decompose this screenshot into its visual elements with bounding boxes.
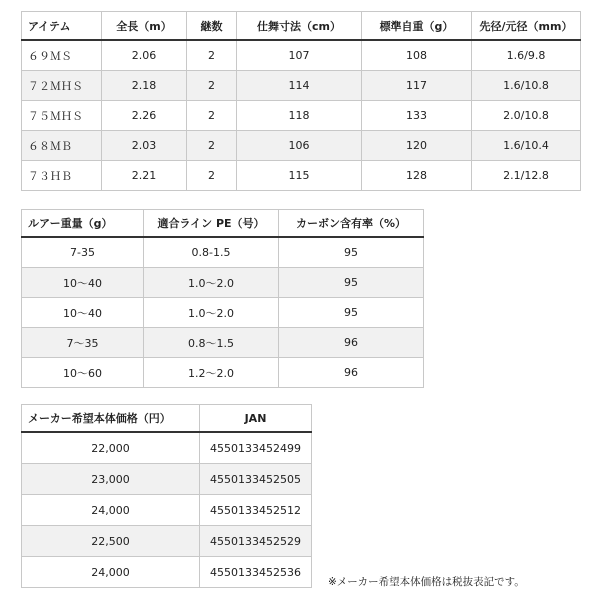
header-length: 全長（m）: [102, 12, 187, 41]
cell-length: 2.18: [102, 71, 187, 101]
cell-pieces: 2: [187, 40, 237, 71]
cell-line-pe: 1.2～2.0: [144, 358, 279, 388]
cell-price: 23,000: [22, 464, 200, 495]
cell-pieces: 2: [187, 131, 237, 161]
cell-carbon: 95: [279, 298, 424, 328]
cell-pieces: 2: [187, 71, 237, 101]
header-price: メーカー希望本体価格（円）: [22, 405, 200, 433]
spec-table: [21, 11, 581, 191]
table-row: [22, 495, 312, 526]
cell-pieces: 2: [187, 101, 237, 131]
table-row: [22, 237, 424, 268]
table-row: [22, 101, 581, 131]
cell-item: ７３ＨＢ: [22, 161, 102, 191]
cell-carbon: 95: [279, 268, 424, 298]
cell-diameter: 1.6/9.8: [472, 40, 581, 71]
cell-jan: 4550133452505: [200, 464, 312, 495]
cell-price: 22,000: [22, 432, 200, 464]
cell-lure-weight: 10～40: [22, 268, 144, 298]
cell-item: ７５ＭＨＳ: [22, 101, 102, 131]
cell-item: ６８ＭＢ: [22, 131, 102, 161]
cell-weight: 117: [362, 71, 472, 101]
cell-jan: 4550133452536: [200, 557, 312, 588]
table-row: [22, 71, 581, 101]
spec-header-row: [22, 12, 581, 41]
price-table: [21, 404, 312, 588]
line-table: [21, 209, 424, 388]
header-pieces: 継数: [187, 12, 237, 41]
table-row: [22, 268, 424, 298]
cell-carbon: 95: [279, 237, 424, 268]
cell-pieces: 2: [187, 161, 237, 191]
table-row: [22, 526, 312, 557]
header-weight: 標準自重（g）: [362, 12, 472, 41]
cell-line-pe: 0.8～1.5: [144, 328, 279, 358]
cell-price: 24,000: [22, 495, 200, 526]
cell-lure-weight: 7-35: [22, 237, 144, 268]
cell-length: 2.21: [102, 161, 187, 191]
cell-closed-length: 107: [237, 40, 362, 71]
cell-jan: 4550133452529: [200, 526, 312, 557]
cell-length: 2.03: [102, 131, 187, 161]
cell-carbon: 96: [279, 328, 424, 358]
header-diameter: 先径/元径（mm）: [472, 12, 581, 41]
table-row: [22, 557, 312, 588]
cell-jan: 4550133452499: [200, 432, 312, 464]
cell-item: ６９ＭＳ: [22, 40, 102, 71]
table-row: [22, 161, 581, 191]
cell-diameter: 2.0/10.8: [472, 101, 581, 131]
cell-line-pe: 1.0～2.0: [144, 268, 279, 298]
cell-line-pe: 1.0～2.0: [144, 298, 279, 328]
cell-closed-length: 114: [237, 71, 362, 101]
header-carbon: カーボン含有率（%）: [279, 210, 424, 238]
cell-diameter: 1.6/10.4: [472, 131, 581, 161]
cell-length: 2.26: [102, 101, 187, 131]
table-row: [22, 328, 424, 358]
cell-closed-length: 115: [237, 161, 362, 191]
tax-footnote: ※メーカー希望本体価格は税抜表記です。: [328, 576, 525, 588]
header-line-pe: 適合ライン PE（号）: [144, 210, 279, 238]
cell-price: 24,000: [22, 557, 200, 588]
cell-closed-length: 106: [237, 131, 362, 161]
cell-price: 22,500: [22, 526, 200, 557]
table-row: [22, 131, 581, 161]
table-row: [22, 40, 581, 71]
header-jan: JAN: [200, 405, 312, 433]
cell-item: ７２ＭＨＳ: [22, 71, 102, 101]
table-row: [22, 464, 312, 495]
cell-weight: 128: [362, 161, 472, 191]
line-header-row: [22, 210, 424, 238]
cell-weight: 108: [362, 40, 472, 71]
cell-length: 2.06: [102, 40, 187, 71]
cell-lure-weight: 10～40: [22, 298, 144, 328]
cell-weight: 133: [362, 101, 472, 131]
price-header-row: [22, 405, 312, 433]
table-row: [22, 358, 424, 388]
cell-closed-length: 118: [237, 101, 362, 131]
cell-weight: 120: [362, 131, 472, 161]
header-lure-weight: ルアー重量（g）: [22, 210, 144, 238]
header-item: アイテム: [22, 12, 102, 41]
cell-lure-weight: 7～35: [22, 328, 144, 358]
cell-carbon: 96: [279, 358, 424, 388]
table-row: [22, 298, 424, 328]
cell-lure-weight: 10～60: [22, 358, 144, 388]
cell-diameter: 2.1/12.8: [472, 161, 581, 191]
table-row: [22, 432, 312, 464]
cell-line-pe: 0.8-1.5: [144, 237, 279, 268]
cell-diameter: 1.6/10.8: [472, 71, 581, 101]
header-closed-length: 仕舞寸法（cm）: [237, 12, 362, 41]
cell-jan: 4550133452512: [200, 495, 312, 526]
